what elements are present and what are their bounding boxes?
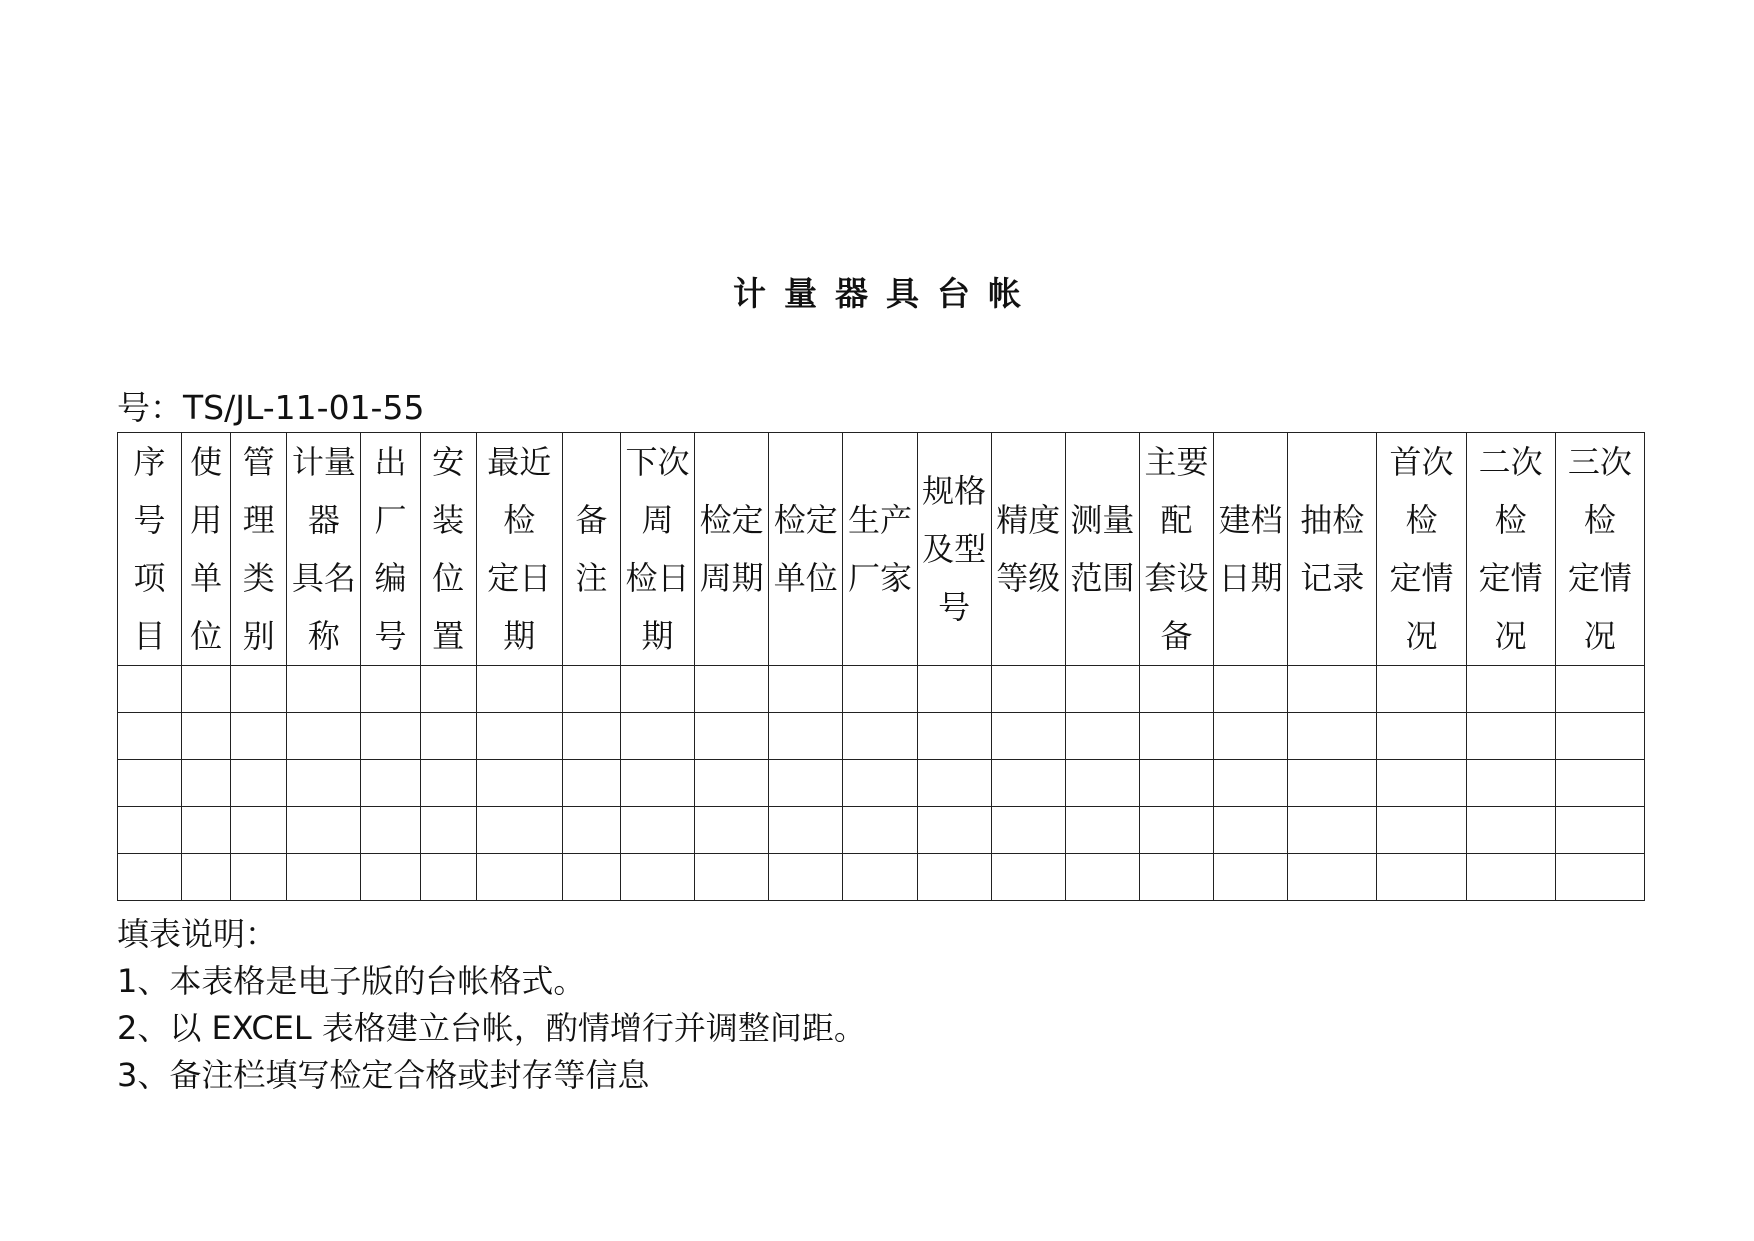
column-header [476,433,562,666]
column-header-line: 出 [374,443,407,481]
column-header [843,433,917,666]
instruction-item-3: 3、备注栏填写检定合格或封存等信息 [117,1056,650,1094]
table-cell [287,666,361,713]
table-cell [1466,854,1555,901]
column-header-line: 单位 [773,559,838,597]
table-cell [287,854,361,901]
column-header-line: 二次 [1478,443,1543,481]
table-cell [843,760,917,807]
column-header-line: 备 [575,501,608,539]
document-title: 计量器具台帐 [733,274,1039,313]
table-cell [695,713,769,760]
column-header-line: 测量 [1070,501,1135,539]
header-row [118,433,1645,666]
column-header-line: 装 [432,501,465,539]
table-cell [620,713,694,760]
table-cell [1065,807,1139,854]
table-row [118,666,1645,713]
table-cell [231,854,287,901]
column-header-line: 定情 [1567,559,1632,597]
table-cell [182,713,231,760]
table-cell [231,807,287,854]
column-header-line: 首次 [1389,443,1454,481]
column-header-line: 周期 [699,559,764,597]
table-cell [1377,760,1466,807]
column-header-line: 日期 [1218,559,1283,597]
column-header [769,433,843,666]
column-header-line: 别 [242,617,275,655]
column-header-line: 定情 [1478,559,1543,597]
column-header-line: 置 [432,617,465,655]
table-cell [1139,807,1213,854]
table-cell [231,713,287,760]
column-header-line: 安 [432,443,465,481]
column-header-line: 序 [133,443,166,481]
table-cell [1466,713,1555,760]
table-cell [1214,666,1288,713]
column-header-line: 及型 [922,530,987,568]
table-cell [1466,760,1555,807]
column-header-line: 记录 [1300,559,1365,597]
column-header [1065,433,1139,666]
table-cell [1139,713,1213,760]
column-header [1377,433,1466,666]
table-cell [1377,666,1466,713]
table-cell [182,760,231,807]
table-cell [287,760,361,807]
table-cell [991,854,1065,901]
table-cell [620,854,694,901]
column-header-line: 抽检 [1300,501,1365,539]
table-cell [1139,666,1213,713]
table-cell [1065,760,1139,807]
table-cell [1214,760,1288,807]
table-cell [476,713,562,760]
table-body [118,666,1645,901]
column-header-line: 目 [133,617,166,655]
column-header-line: 管 [242,443,275,481]
table-cell [361,760,420,807]
table-cell [182,854,231,901]
table-cell [1555,713,1644,760]
column-header-line: 定情 [1389,559,1454,597]
table-cell [1555,666,1644,713]
column-header-line: 主要 [1144,443,1209,481]
table-cell [769,666,843,713]
column-header-line: 期 [503,617,536,655]
column-header-line: 使 [190,443,223,481]
table-cell [620,666,694,713]
column-header-line: 周 [641,501,674,539]
column-header [695,433,769,666]
column-header [1139,433,1213,666]
table-cell [1288,807,1377,854]
table-cell [420,807,476,854]
table-cell [843,666,917,713]
column-header-line: 号 [133,501,166,539]
table-cell [231,666,287,713]
table-cell [917,760,991,807]
table-cell [991,760,1065,807]
table-cell [562,713,620,760]
table-cell [476,760,562,807]
table-cell [118,760,182,807]
column-header-line: 位 [432,559,465,597]
table-cell [1377,807,1466,854]
table-cell [118,854,182,901]
column-header-line: 类 [242,559,275,597]
column-header-line: 单 [190,559,223,597]
table-cell [917,666,991,713]
column-header-line: 三次 [1567,443,1632,481]
column-header [118,433,182,666]
table-cell [1466,807,1555,854]
table-cell [118,666,182,713]
table-cell [1214,854,1288,901]
column-header-line: 位 [190,617,223,655]
table-cell [769,713,843,760]
table-cell [620,807,694,854]
table-cell [420,666,476,713]
table-cell [420,713,476,760]
column-header [420,433,476,666]
table-cell [182,666,231,713]
table-cell [1377,854,1466,901]
table-cell [769,854,843,901]
column-header-line: 注 [575,559,608,597]
column-header-line: 检日 [625,559,690,597]
table-cell [769,760,843,807]
table-cell [562,760,620,807]
table-cell [843,713,917,760]
table-cell [991,807,1065,854]
column-header-line: 具名 [291,559,356,597]
table-cell [695,807,769,854]
table-cell [695,854,769,901]
column-header-line: 检 [1405,501,1438,539]
column-header-line: 精度 [996,501,1061,539]
column-header [562,433,620,666]
column-header-line: 器 [307,501,340,539]
column-header-line: 最近 [487,443,552,481]
table-cell [991,666,1065,713]
table-cell [917,713,991,760]
table-cell [1139,854,1213,901]
table-cell [1065,854,1139,901]
column-header-line: 检 [1494,501,1527,539]
table-cell [917,854,991,901]
table-cell [695,760,769,807]
table-cell [1555,760,1644,807]
column-header-line: 况 [1494,617,1527,655]
table-cell [1288,713,1377,760]
table-cell [1288,666,1377,713]
column-header [1288,433,1377,666]
table-cell [476,666,562,713]
table-cell [991,713,1065,760]
table-row [118,807,1645,854]
table-header [118,433,1645,666]
table-cell [287,713,361,760]
table-cell [1555,854,1644,901]
column-header-line: 检定 [773,501,838,539]
document-number: 号：TS/JL-11-01-55 [117,388,425,427]
column-header-line: 况 [1405,617,1438,655]
table-cell [917,807,991,854]
table-cell [1466,666,1555,713]
measuring-instrument-ledger-table [117,432,1645,901]
column-header-line: 等级 [996,559,1061,597]
table-cell [620,760,694,807]
column-header-line: 称 [307,617,340,655]
column-header-line: 厂 [374,501,407,539]
table-cell [1214,713,1288,760]
column-header [991,433,1065,666]
table-cell [562,807,620,854]
column-header [917,433,991,666]
column-header-line: 建档 [1218,501,1283,539]
column-header [182,433,231,666]
table-cell [361,666,420,713]
table-cell [118,713,182,760]
column-header-line: 生产 [847,501,912,539]
table-cell [231,760,287,807]
column-header [287,433,361,666]
table-cell [1288,760,1377,807]
table-cell [420,854,476,901]
column-header [1466,433,1555,666]
column-header-line: 定日 [487,559,552,597]
column-header-line: 况 [1583,617,1616,655]
column-header-line: 号 [938,588,971,626]
filling-instructions [117,910,866,1099]
table-cell [1065,666,1139,713]
column-header [361,433,420,666]
column-header [620,433,694,666]
table-row [118,760,1645,807]
column-header-line: 项 [133,559,166,597]
table-cell [843,807,917,854]
instruction-item-1: 1、本表格是电子版的台帐格式。 [117,962,586,1000]
table-cell [476,807,562,854]
column-header [1214,433,1288,666]
column-header-line: 用 [190,501,223,539]
table-cell [1139,760,1213,807]
column-header [1555,433,1644,666]
table-cell [1555,807,1644,854]
table-cell [562,666,620,713]
table-cell [843,854,917,901]
table-cell [695,666,769,713]
table-cell [287,807,361,854]
column-header-line: 下次 [625,443,690,481]
table-cell [562,854,620,901]
column-header-line: 检 [503,501,536,539]
table-row [118,854,1645,901]
column-header-line: 期 [641,617,674,655]
column-header-line: 套设 [1144,559,1209,597]
table-cell [1377,713,1466,760]
column-header [231,433,287,666]
column-header-line: 编 [374,559,407,597]
column-header-line: 范围 [1070,559,1135,597]
table-cell [476,854,562,901]
table-cell [1065,713,1139,760]
column-header-line: 计量 [291,443,356,481]
table-row [118,713,1645,760]
table-cell [420,760,476,807]
instructions-heading: 填表说明： [117,915,278,953]
table-cell [1214,807,1288,854]
column-header-line: 配 [1160,501,1193,539]
instruction-item-2: 2、以 EXCEL 表格建立台帐，酌情增行并调整间距。 [117,1009,866,1047]
column-header-line: 检 [1583,501,1616,539]
table-cell [769,807,843,854]
table-cell [361,713,420,760]
column-header-line: 理 [242,501,275,539]
column-header-line: 规格 [922,472,987,510]
table-cell [361,807,420,854]
column-header-line: 检定 [699,501,764,539]
table-cell [118,807,182,854]
column-header-line: 备 [1160,617,1193,655]
table-cell [361,854,420,901]
table-cell [1288,854,1377,901]
column-header-line: 号 [374,617,407,655]
column-header-line: 厂家 [847,559,912,597]
table-cell [182,807,231,854]
